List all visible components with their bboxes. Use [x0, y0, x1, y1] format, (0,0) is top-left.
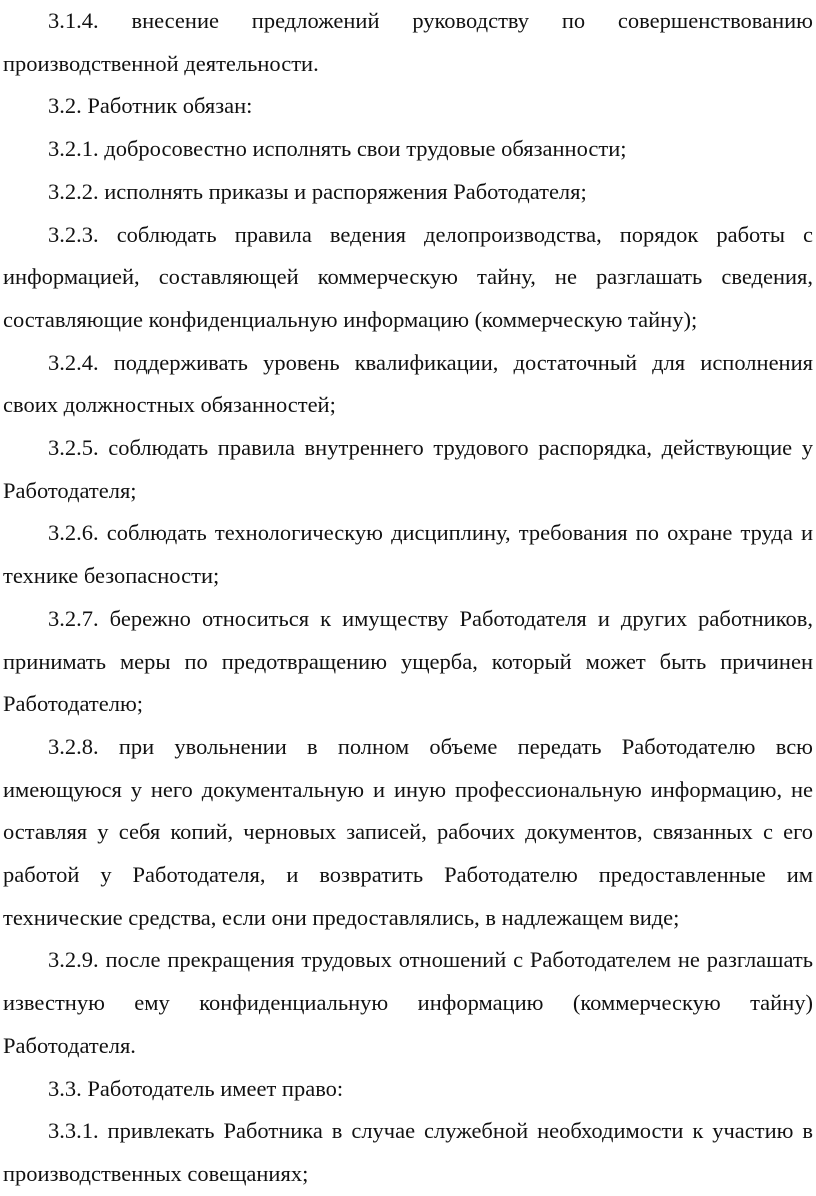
document-page	[3, 0, 813, 1196]
paragraph-3-2-5: 3.2.5. соблюдать правила внутреннего трудового распорядка, действующие у Работодателя;	[3, 435, 813, 503]
paragraph-3-2-2: 3.2.2. исполнять приказы и распоряжения Работодателя;	[48, 178, 587, 204]
paragraph-3-2: 3.2. Работник обязан:	[48, 93, 253, 119]
paragraph-3-2-1: 3.2.1. добросовестно исполнять свои трудовые обязанности;	[48, 136, 627, 162]
paragraph-3-2-4: 3.2.4. поддерживать уровень квалификации, достаточный для исполнения своих должностных обязанностей;	[3, 349, 813, 418]
paragraph-3-3: 3.3. Работодатель имеет право:	[48, 1075, 344, 1101]
paragraph-3-2-3: 3.2.3. соблюдать правила ведения делопроизводства, порядок работы с информацией, составляющей коммерческую тайну, не разглашать сведения, составляющие конфиденциальную информацию (коммерческую тайну);	[3, 221, 813, 332]
paragraph-3-2-6: 3.2.6. соблюдать технологическую дисциплину, требования по охране труда и технике безопасности;	[3, 520, 813, 589]
paragraph-3-3-1: 3.3.1. привлекать Работника в случае служебной необходимости к участию в производственных совещаниях;	[3, 1118, 813, 1186]
paragraph-3-2-8: 3.2.8. при увольнении в полном объеме передать Работодателю всю имеющуюся у него документальную и иную профессиональную информацию, не оставляя у себя копий, черновых записей, рабочих документов, связанных с его работой у Работодателя, и возвратить Работодателю предоставленные им технические средства, если они предоставлялись, в надлежащем виде;	[3, 733, 813, 930]
paragraph-3-1-4: 3.1.4. внесение предложений руководству по совершенствованию производственной деятельности.	[3, 8, 813, 76]
paragraph-3-2-9: 3.2.9. после прекращения трудовых отношений с Работодателем не разглашать известную ему конфиденциальную информацию (коммерческую тайну) Работодателя.	[3, 947, 813, 1058]
paragraph-3-2-7: 3.2.7. бережно относиться к имуществу Работодателя и других работников, принимать меры по предотвращению ущерба, который может быть причинен Работодателю;	[3, 605, 813, 717]
